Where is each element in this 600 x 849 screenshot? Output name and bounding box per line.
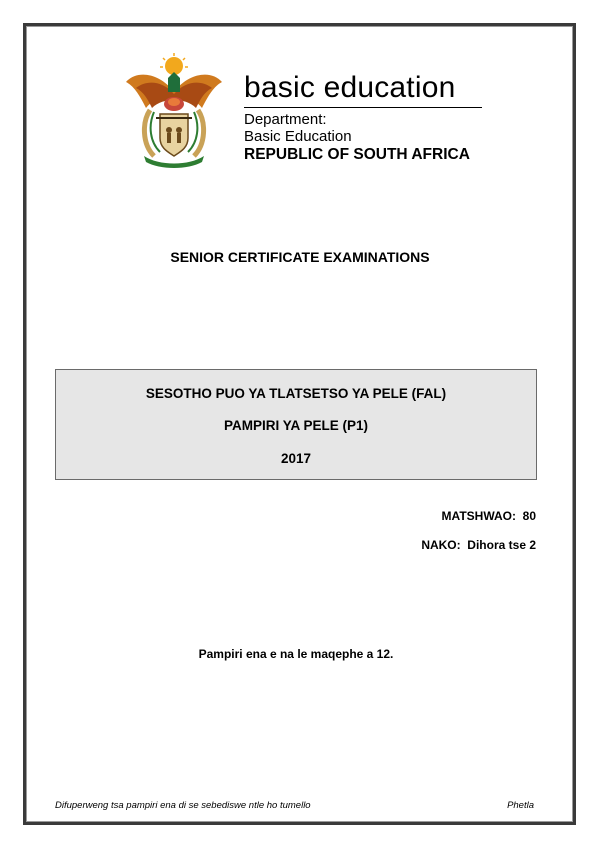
brand-divider	[244, 107, 482, 108]
footer-copyright: Difuperweng tsa pampiri ena di se sebediswe ntle ho tumello	[55, 800, 311, 811]
footer-turn-over: Phetla	[507, 800, 534, 811]
paper-number: PAMPIRI YA PELE (P1)	[223, 418, 369, 433]
exam-title: SENIOR CERTIFICATE EXAMINATIONS	[170, 249, 430, 265]
department-name: Basic Education	[244, 128, 352, 145]
pages-note: Pampiri ena e na le maqephe a 12.	[198, 647, 394, 661]
marks-info: MATSHWAO: 80	[441, 509, 536, 523]
coat-of-arms-icon	[124, 52, 224, 168]
subject-box	[55, 369, 537, 480]
department-label: Department:	[244, 111, 327, 128]
subject-name: SESOTHO PUO YA TLATSETSO YA PELE (FAL)	[145, 386, 447, 401]
country-name: REPUBLIC OF SOUTH AFRICA	[244, 146, 470, 163]
exam-year: 2017	[280, 451, 312, 466]
time-info: NAKO: Dihora tse 2	[421, 538, 536, 552]
brand-title: basic education	[244, 71, 456, 104]
